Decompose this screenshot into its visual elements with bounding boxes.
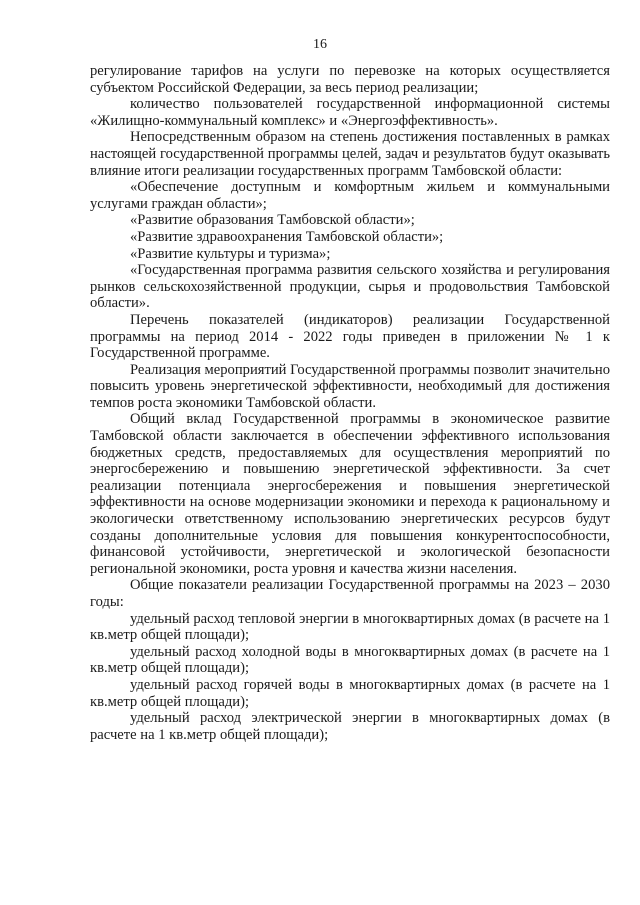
- paragraph: количество пользователей государственной информационной системы «Жилищно-коммунальный комплекс» и «Энергоэффективность».: [90, 96, 610, 129]
- list-item: «Развитие образования Тамбовской области»;: [130, 212, 415, 229]
- paragraph: Общий вклад Государственной программы в экономическое развитие Тамбовской области заключается в обеспечении эффективного использования бюджетных средств, предоставляемых для осуществления мероприятий по энергосбережению и повышению энергетической эффективности. За счет реализации потенциала энергосбережения и повышения энергетической эффективности на основе модернизации экономики и перехода к рациональному и экологически ответственному использованию энергетических ресурсов будут созданы дополнительные условия для повышения конкурентоспособности, финансовой устойчивости, энергетической и экологической безопасности региональной экономики, роста уровня и качества жизни населения.: [90, 411, 610, 577]
- paragraph: регулирование тарифов на услуги по перевозке на которых осуществляется субъектом Российской Федерации, за весь период реализации;: [90, 63, 610, 96]
- list-item: удельный расход холодной воды в многоквартирных домах (в расчете на 1 кв.метр общей площади);: [90, 643, 610, 677]
- paragraph: Перечень показателей (индикаторов) реализации Государственной программы на период 2014 - 2022 годы приведен в приложении № 1 к Государственной программе.: [90, 311, 610, 362]
- page-number: 16: [313, 37, 327, 52]
- list-item: удельный расход электрической энергии в многоквартирных домах (в расчете на 1 кв.метр общей площади);: [90, 710, 610, 743]
- list-item: удельный расход тепловой энергии в многоквартирных домах (в расчете на 1 кв.метр общей площади);: [90, 610, 610, 644]
- list-item: удельный расход горячей воды в многоквартирных домах (в расчете на 1 кв.метр общей площади);: [90, 676, 610, 710]
- document-body: [90, 63, 610, 743]
- list-item: «Развитие культуры и туризма»;: [130, 245, 331, 262]
- list-item: «Государственная программа развития сельского хозяйства и регулирования рынков сельскохозяйственной продукции, сырья и продовольствия Тамбовской области».: [90, 262, 610, 312]
- list-item: «Развитие здравоохранения Тамбовской области»;: [130, 228, 444, 245]
- paragraph: Общие показатели реализации Государственной программы на 2023 – 2030 годы:: [90, 577, 610, 610]
- paragraph: Непосредственным образом на степень достижения поставленных в рамках настоящей государственной программы целей, задач и результатов будут оказывать влияние итоги реализации государственных программ Тамбовской области:: [90, 129, 610, 179]
- list-item: «Обеспечение доступным и комфортным жильем и коммунальными услугами граждан области»;: [90, 179, 610, 212]
- paragraph: Реализация мероприятий Государственной программы позволит значительно повысить уровень энергетической эффективности, необходимый для достижения темпов роста экономики Тамбовской области.: [90, 361, 610, 411]
